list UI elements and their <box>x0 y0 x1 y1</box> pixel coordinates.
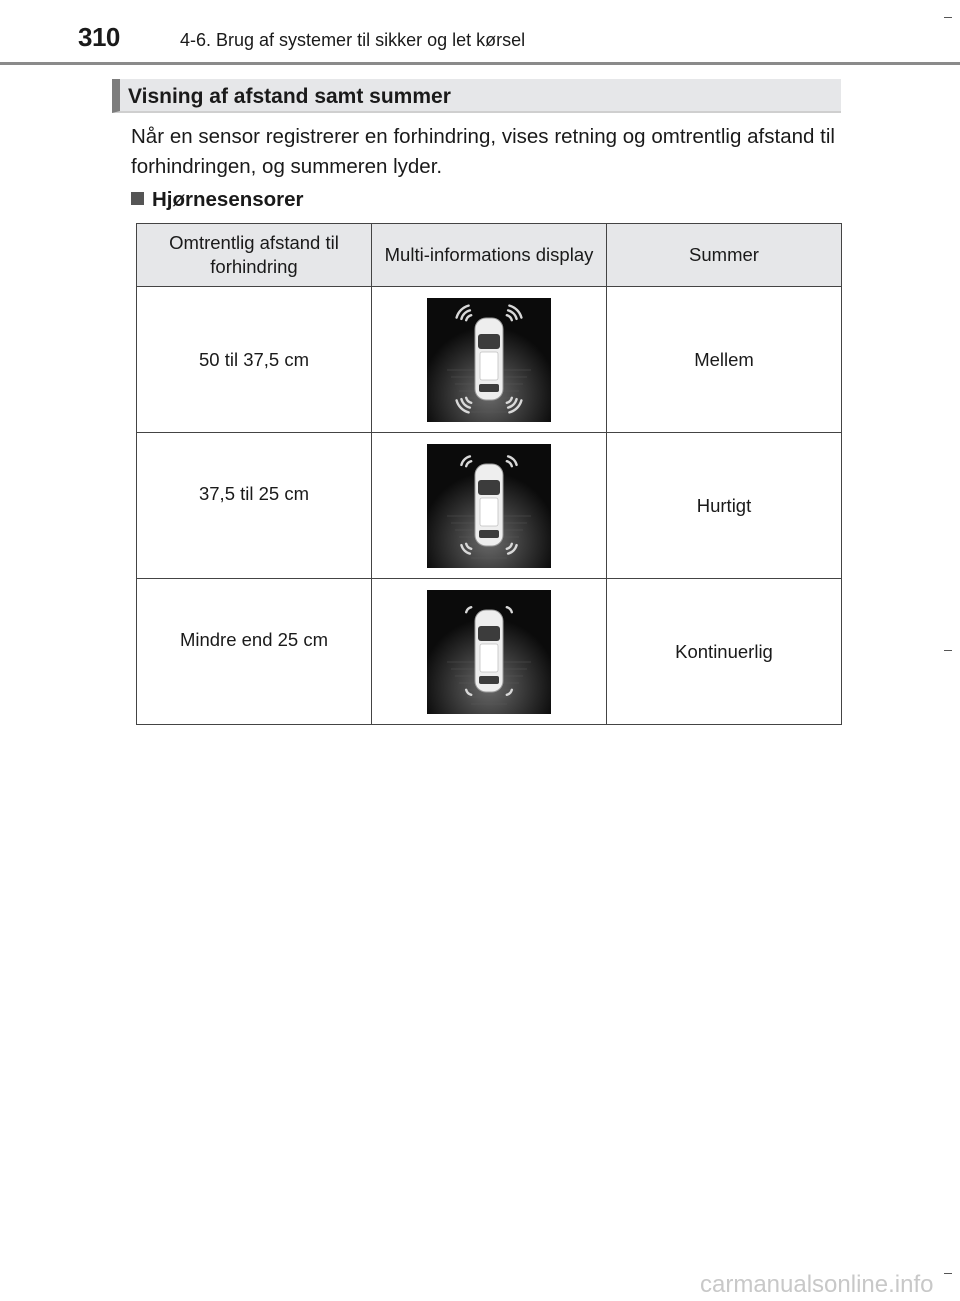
parking-sensor-display-image <box>427 590 551 714</box>
square-bullet-icon <box>131 192 144 205</box>
distance-cell <box>137 287 372 433</box>
page-number: 310 <box>78 22 120 52</box>
column-header: Summer <box>607 224 842 287</box>
distance-text: 37,5 til 25 cm <box>198 482 310 504</box>
buzzer-cell <box>607 579 842 725</box>
table-row <box>137 287 842 433</box>
watermark-logo <box>700 1268 950 1298</box>
display-cell <box>372 287 607 433</box>
car-roof <box>480 498 498 526</box>
car-roof <box>480 352 498 380</box>
column-header: Multi-informations display <box>372 224 607 287</box>
display-cell <box>372 579 607 725</box>
car-windshield <box>478 334 500 349</box>
car-rear-window <box>479 530 499 538</box>
car-windshield <box>478 480 500 495</box>
car-rear-window <box>479 384 499 392</box>
body-paragraph: Når en sensor registrerer en forhindring, vises retning og omtrentlig afstand til forhindringen, og summeren lyder. <box>131 125 835 178</box>
table-row <box>137 433 842 579</box>
parking-sensor-display-image <box>427 298 551 422</box>
crop-mark <box>944 17 952 18</box>
distance-cell <box>137 579 372 725</box>
buzzer-text: Hurtigt <box>696 494 752 516</box>
car-rear-window <box>479 676 499 684</box>
sensor-table <box>136 223 842 725</box>
section-heading-text: Visning af afstand samt summer <box>128 85 451 108</box>
crop-mark <box>944 650 952 651</box>
section-heading <box>112 79 841 113</box>
table-row <box>137 579 842 725</box>
table-header-row <box>137 224 842 287</box>
buzzer-cell <box>607 433 842 579</box>
subheading <box>131 188 304 212</box>
display-cell <box>372 433 607 579</box>
svg-text:carmanualsonline.info: carmanualsonline.info <box>700 1271 934 1298</box>
subheading-text: Hjørnesensorer <box>152 188 304 211</box>
distance-cell <box>137 433 372 579</box>
buzzer-text: Kontinuerlig <box>675 640 773 662</box>
chapter-title: 4-6. Brug af systemer til sikker og let kørsel <box>180 30 526 50</box>
header-rule <box>0 62 960 65</box>
column-header: Omtrentlig afstand til forhindring <box>137 224 372 287</box>
buzzer-text: Mellem <box>694 348 754 370</box>
car-windshield <box>478 626 500 641</box>
distance-text: Mindre end 25 cm <box>179 628 329 650</box>
parking-sensor-display-image <box>427 444 551 568</box>
buzzer-cell <box>607 287 842 433</box>
car-roof <box>480 644 498 672</box>
distance-text: 50 til 37,5 cm <box>198 348 310 370</box>
